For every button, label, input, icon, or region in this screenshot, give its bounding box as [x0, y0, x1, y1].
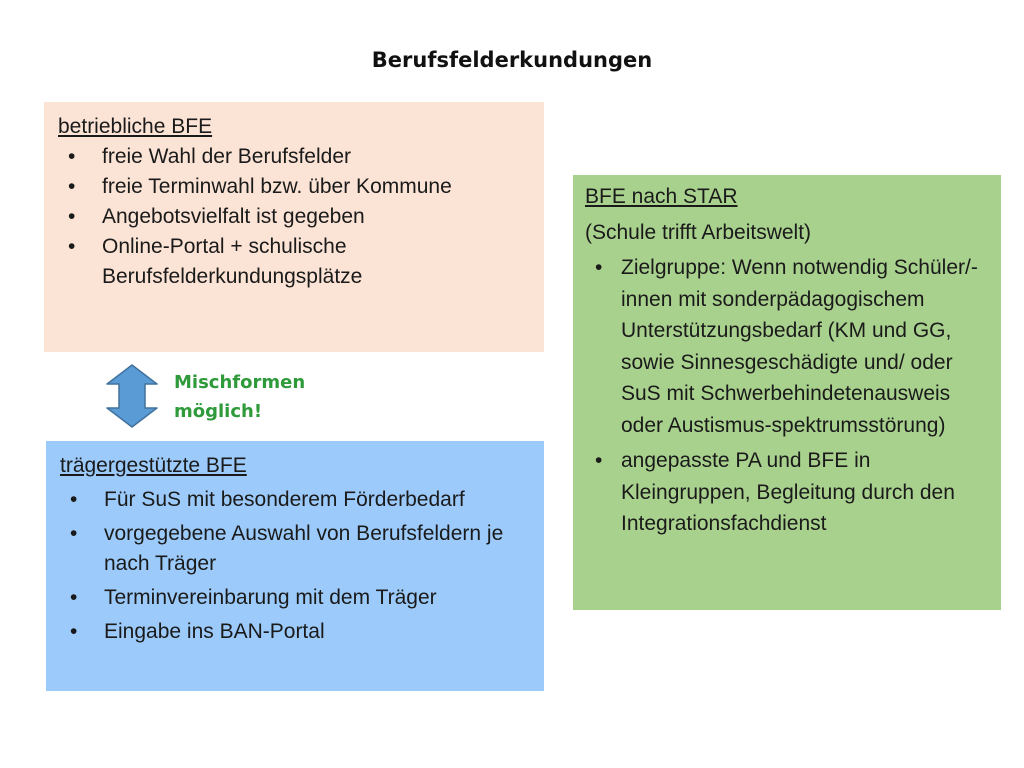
double-arrow-vertical-icon	[105, 364, 159, 428]
bfe-nach-star-subheading: (Schule trifft Arbeitswelt)	[585, 220, 812, 244]
traegergestuetzte-bfe-box	[46, 441, 544, 691]
list-item: • freie Wahl der Berufsfelder	[58, 142, 530, 172]
bfe-nach-star-list	[585, 252, 989, 540]
list-item: • Online-Portal + schulische Berufsfelderkundungsplätze	[58, 232, 530, 292]
betriebliche-bfe-box	[44, 102, 544, 352]
list-item: • angepasste PA und BFE in Kleingruppen, Begleitung durch den Integrationsfachdienst	[585, 445, 989, 540]
traegergestuetzte-bfe-list	[60, 485, 530, 647]
list-item: • Zielgruppe: Wenn notwendig Schüler/-innen mit sonderpädagogischem Unterstützungsbedarf (KM und GG, sowie Sinnesgeschädigte und/ oder SuS mit Schwerbehindetenausweis oder Austismus-spektrumsstörung)	[585, 252, 989, 441]
list-item: • vorgegebene Auswahl von Berufsfeldern je nach Träger	[60, 519, 530, 579]
bfe-nach-star-box	[573, 175, 1001, 610]
list-item: • Angebotsvielfalt ist gegeben	[58, 202, 530, 232]
mischformen-label	[174, 368, 305, 426]
mischformen-label-line2: möglich!	[174, 401, 263, 422]
betriebliche-bfe-heading: betriebliche BFE	[58, 115, 213, 138]
betriebliche-bfe-list	[58, 142, 530, 292]
bfe-nach-star-heading: BFE nach STAR	[585, 185, 738, 208]
page-title: Berufsfelderkundungen	[371, 48, 653, 72]
list-item: • Terminvereinbarung mit dem Träger	[60, 583, 530, 613]
list-item: • Eingabe ins BAN-Portal	[60, 617, 530, 647]
traegergestuetzte-bfe-heading: trägergestützte BFE	[60, 454, 247, 477]
mischformen-label-line1: Mischformen	[174, 372, 306, 393]
list-item: • Für SuS mit besonderem Förderbedarf	[60, 485, 530, 515]
list-item: • freie Terminwahl bzw. über Kommune	[58, 172, 530, 202]
